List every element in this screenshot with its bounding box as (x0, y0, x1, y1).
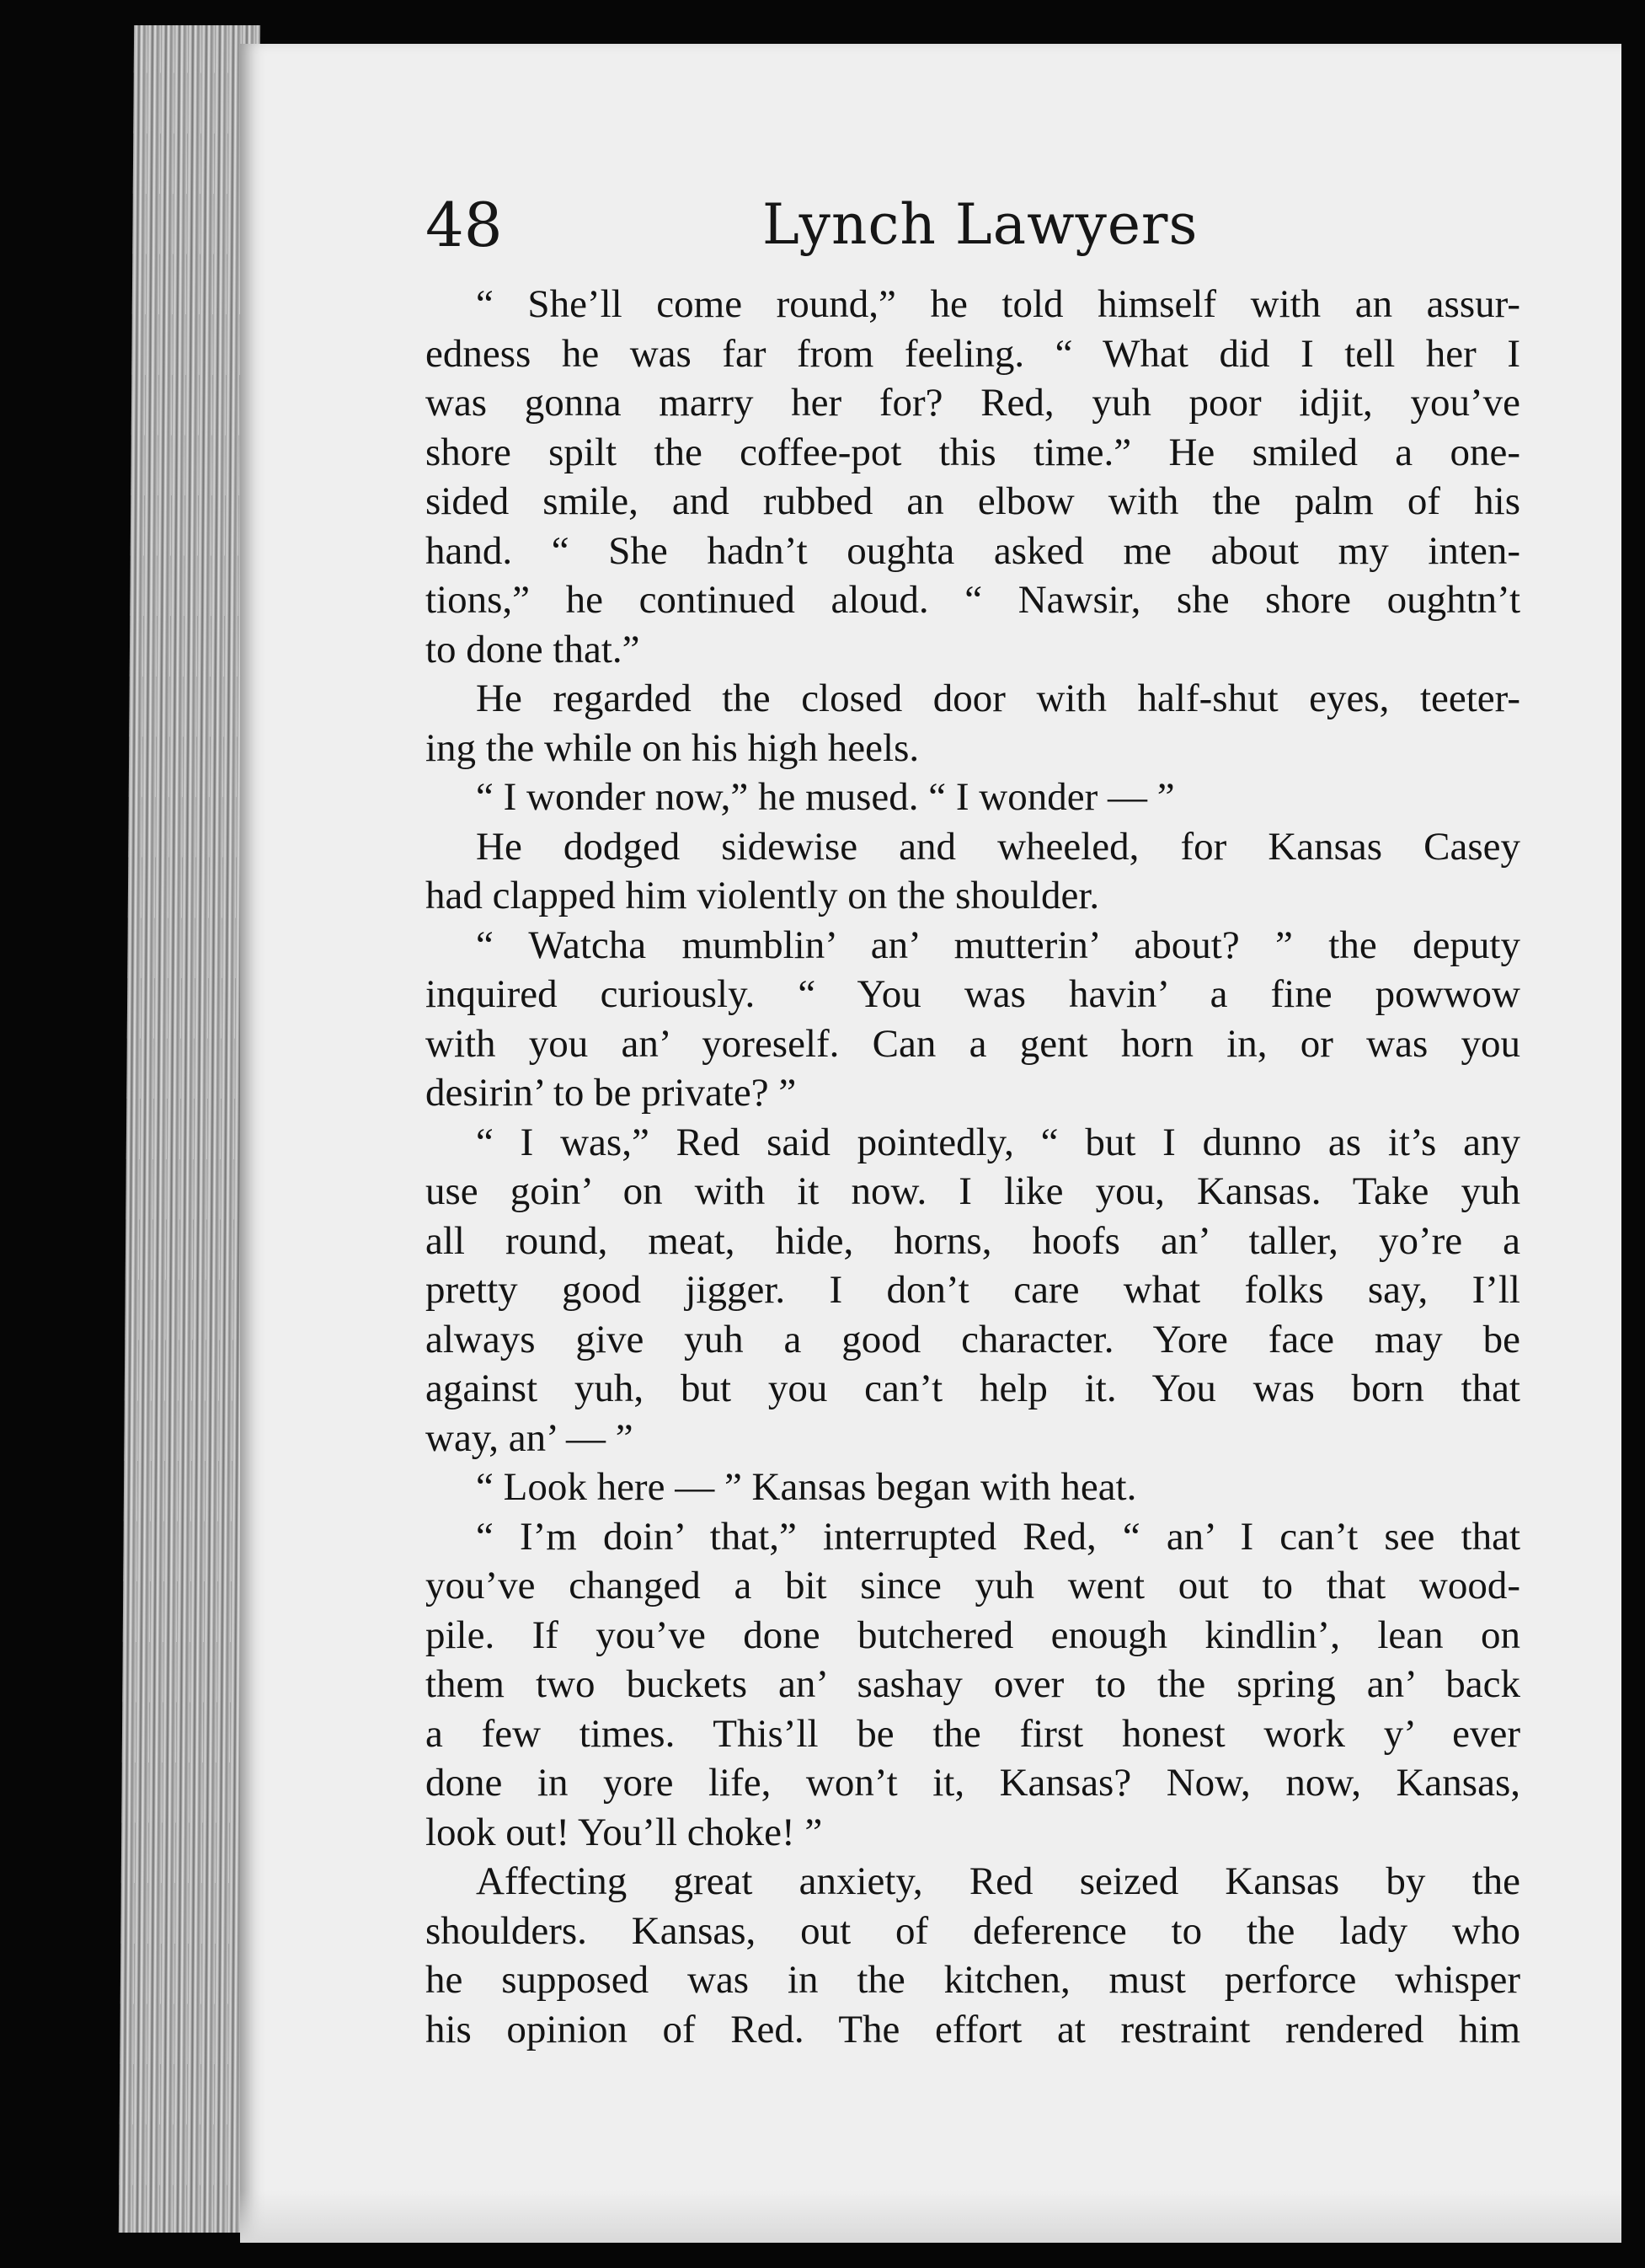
text-line: “ Look here — ” Kansas began with heat. (476, 1465, 1137, 1509)
text-line: them two buckets an’ sashay over to the spring an’ back (425, 1662, 1520, 1706)
text-line: “ I wonder now,” he mused. “ I wonder — ” (476, 775, 1175, 819)
text-line: way, an’ — ” (425, 1415, 633, 1460)
text-line: was gonna marry her for? Red, yuh poor idjit, you’ve (425, 381, 1520, 425)
text-line: had clapped him violently on the shoulder. (425, 874, 1100, 917)
text-line: “ I’m doin’ that,” interrupted Red, “ an’ I can’t see that (476, 1514, 1520, 1559)
text-line: inquired curiously. “ You was havin’ a fine powwow (425, 972, 1520, 1016)
running-header (425, 187, 1268, 263)
text-line: a few times. This’ll be the first honest work y’ ever (425, 1711, 1520, 1756)
text-line: “ She’ll come round,” he told himself with an assur- (476, 282, 1520, 326)
body-text (425, 280, 1520, 2054)
text-line: desirin’ to be private? ” (425, 1071, 797, 1115)
stacked-page-edges (119, 25, 260, 2233)
text-line: with you an’ yoreself. Can a gent horn in, or was you (425, 1021, 1520, 1066)
page-number: 48 (425, 190, 503, 260)
text-line: hand. “ She hadn’t oughta asked me about my inten- (425, 528, 1520, 573)
text-line: against yuh, but you can’t help it. You was born that (425, 1367, 1520, 1410)
text-line: tions,” he continued aloud. “ Nawsir, she shore oughtn’t (425, 578, 1520, 622)
running-title: Lynch Lawyers (762, 192, 1199, 257)
text-line: Affecting great anxiety, Red seized Kansas by the (476, 1859, 1520, 1903)
text-line: all round, meat, hide, horns, hoofs an’ taller, yo’re a (425, 1218, 1520, 1263)
text-line: look out! You’ll choke! ” (425, 1810, 823, 1854)
text-line: ing the while on his high heels. (425, 725, 920, 770)
text-line: you’ve changed a bit since yuh went out to that wood- (425, 1564, 1520, 1607)
text-line: edness he was far from feeling. “ What did I tell her I (425, 331, 1520, 376)
text-line: to done that.” (425, 627, 640, 671)
text-line: his opinion of Red. The effort at restraint rendered him (425, 2007, 1520, 2051)
text-line: always give yuh a good character. Yore face may be (425, 1317, 1520, 1361)
text-line: pretty good jigger. I don’t care what folks say, I’ll (425, 1268, 1520, 1312)
text-line: “ I was,” Red said pointedly, “ but I dunno as it’s any (476, 1120, 1520, 1164)
text-line: He dodged sidewise and wheeled, for Kansas Casey (476, 824, 1520, 869)
text-line: done in yore life, won’t it, Kansas? Now, now, Kansas, (425, 1761, 1520, 1805)
text-line: he supposed was in the kitchen, must perforce whisper (425, 1958, 1520, 2002)
text-line: use goin’ on with it now. I like you, Kansas. Take yuh (425, 1169, 1520, 1213)
text-line: pile. If you’ve done butchered enough kindlin’, lean on (425, 1613, 1520, 1657)
text-line: shoulders. Kansas, out of deference to the lady who (425, 1908, 1520, 1953)
text-line: sided smile, and rubbed an elbow with the palm of his (425, 479, 1520, 523)
text-line: “ Watcha mumblin’ an’ mutterin’ about? ” the deputy (476, 923, 1520, 967)
page-bottom-shadow (240, 2190, 1621, 2243)
text-line: shore spilt the coffee-pot this time.” He smiled a one- (425, 430, 1520, 474)
text-line: He regarded the closed door with half-shut eyes, teeter- (476, 677, 1520, 720)
